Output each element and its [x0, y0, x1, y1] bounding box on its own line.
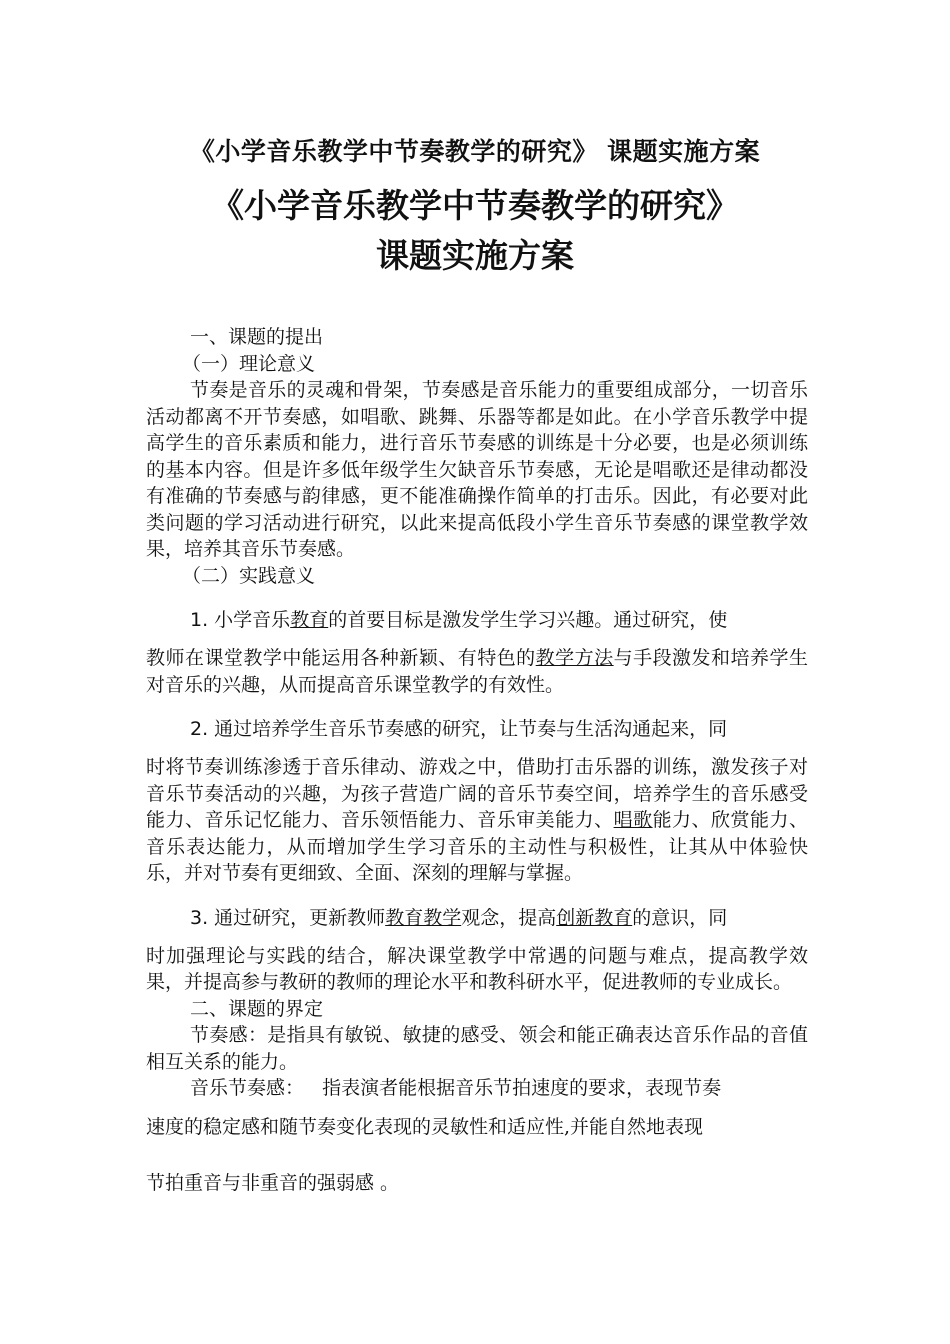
item-1-text-d: 与手段激发和培养学生对音乐的兴趣，从而提高音乐课堂教学的有效性。 [146, 647, 808, 696]
item-1-text-c: 教师在课堂教学中能运用各种新颖、有特色的 [146, 647, 536, 669]
item-2-text-c: 能力、欣赏能力、音乐表达能力，从而增加学生学习音乐的主动性与积极性，让其从中体验快乐，并对节奏有更细致、全面、深刻的理解与掌握。 [146, 809, 808, 884]
paragraph-rhythm-sense: 节奏感：是指具有敏锐、敏捷的感受、领会和能正确表达音乐作品的音值相互关系的能力。 [146, 1024, 808, 1073]
item-3-text-c: 的意识，同 [632, 906, 728, 929]
paragraph-music-rhythm-line2: 速度的稳定感和随节奏变化表现的灵敏性和适应性,并能自然地表现 [146, 1115, 704, 1138]
item-3-rest: 时加强理论与实践的结合，解决课堂教学中常遇的问题与难点，提高教学效果，并提高参与教研的教师的理论水平和教科研水平，促进教师的专业成长。 [146, 944, 808, 993]
numbered-item-1 [146, 603, 808, 698]
subsection-heading-practice: （二）实践意义 [182, 564, 316, 587]
section-heading-1: 一、课题的提出 [190, 326, 324, 348]
item-1-text-a: 小学音乐 [208, 609, 291, 631]
document-body [146, 324, 808, 1200]
item-3-text-a: 通过研究，更新教师 [208, 906, 386, 929]
item-2-number: 2. [190, 718, 209, 740]
link-education[interactable]: 教育 [290, 609, 329, 631]
link-education-teaching[interactable]: 教育教学 [385, 906, 462, 929]
page-header-title: 《小学音乐教学中节奏教学的研究》 课题实施方案 [189, 137, 761, 166]
subsection-heading-theory: （一）理论意义 [182, 352, 316, 375]
item-2-rest [146, 754, 808, 887]
paragraph-music-rhythm-line1: 音乐节奏感： 指表演者能根据音乐节拍速度的要求，表现节奏 [190, 1077, 722, 1099]
document-title-line2: 课题实施方案 [376, 236, 574, 275]
item-1-first-line [146, 603, 808, 637]
item-3-text-b: 观念，提高 [461, 906, 557, 929]
link-innovative-education[interactable]: 创新教育 [556, 906, 633, 929]
paragraph-theory: 节奏是音乐的灵魂和骨架，节奏感是音乐能力的重要组成部分，一切音乐活动都离不开节奏感，如唱歌、跳舞、乐器等都是如此。在小学音乐教学中提高学生的音乐素质和能力，进行音乐节奏感的训练是十分必要，也是必须训练的基本内容。但是许多低年级学生欠缺音乐节奏感，无论是唱歌还是律动都没有准确的节奏感与韵律感，更不能准确操作简单的打击乐。因此，有必要对此类问题的学习活动进行研究，以此来提高低段小学生音乐节奏感的课堂教学效果，培养其音乐节奏感。 [146, 379, 808, 560]
numbered-item-2 [146, 712, 808, 887]
item-2-text-a: 通过培养学生音乐节奏感的研究，让节奏与生活沟通起来，同 [208, 718, 728, 740]
link-teaching-methods[interactable]: 教学方法 [535, 647, 614, 669]
document-title-line1: 《小学音乐教学中节奏教学的研究》 [211, 186, 739, 225]
item-3-number: 3. [190, 906, 209, 929]
paragraph-music-rhythm-line3: 节拍重音与非重音的强弱感 。 [146, 1171, 400, 1194]
item-1-number: 1. [190, 609, 209, 631]
item-1-rest [146, 645, 808, 698]
section-heading-2: 二、课题的界定 [190, 997, 324, 1020]
item-2-first-line [146, 712, 808, 746]
link-singing[interactable]: 唱歌 [613, 809, 653, 831]
item-1-text-b: 的首要目标是激发学生学习兴趣。通过研究，使 [328, 609, 728, 631]
numbered-item-3 [146, 901, 808, 996]
item-3-first-line [146, 901, 808, 935]
item-2-text-b: 时将节奏训练渗透于音乐律动、游戏之中，借助打击乐器的训练，激发孩子对音乐节奏活动的兴趣，为孩子营造广阔的音乐节奏空间，培养学生的音乐感受能力、音乐记忆能力、音乐领悟能力、音乐审美能力、 [146, 756, 808, 831]
